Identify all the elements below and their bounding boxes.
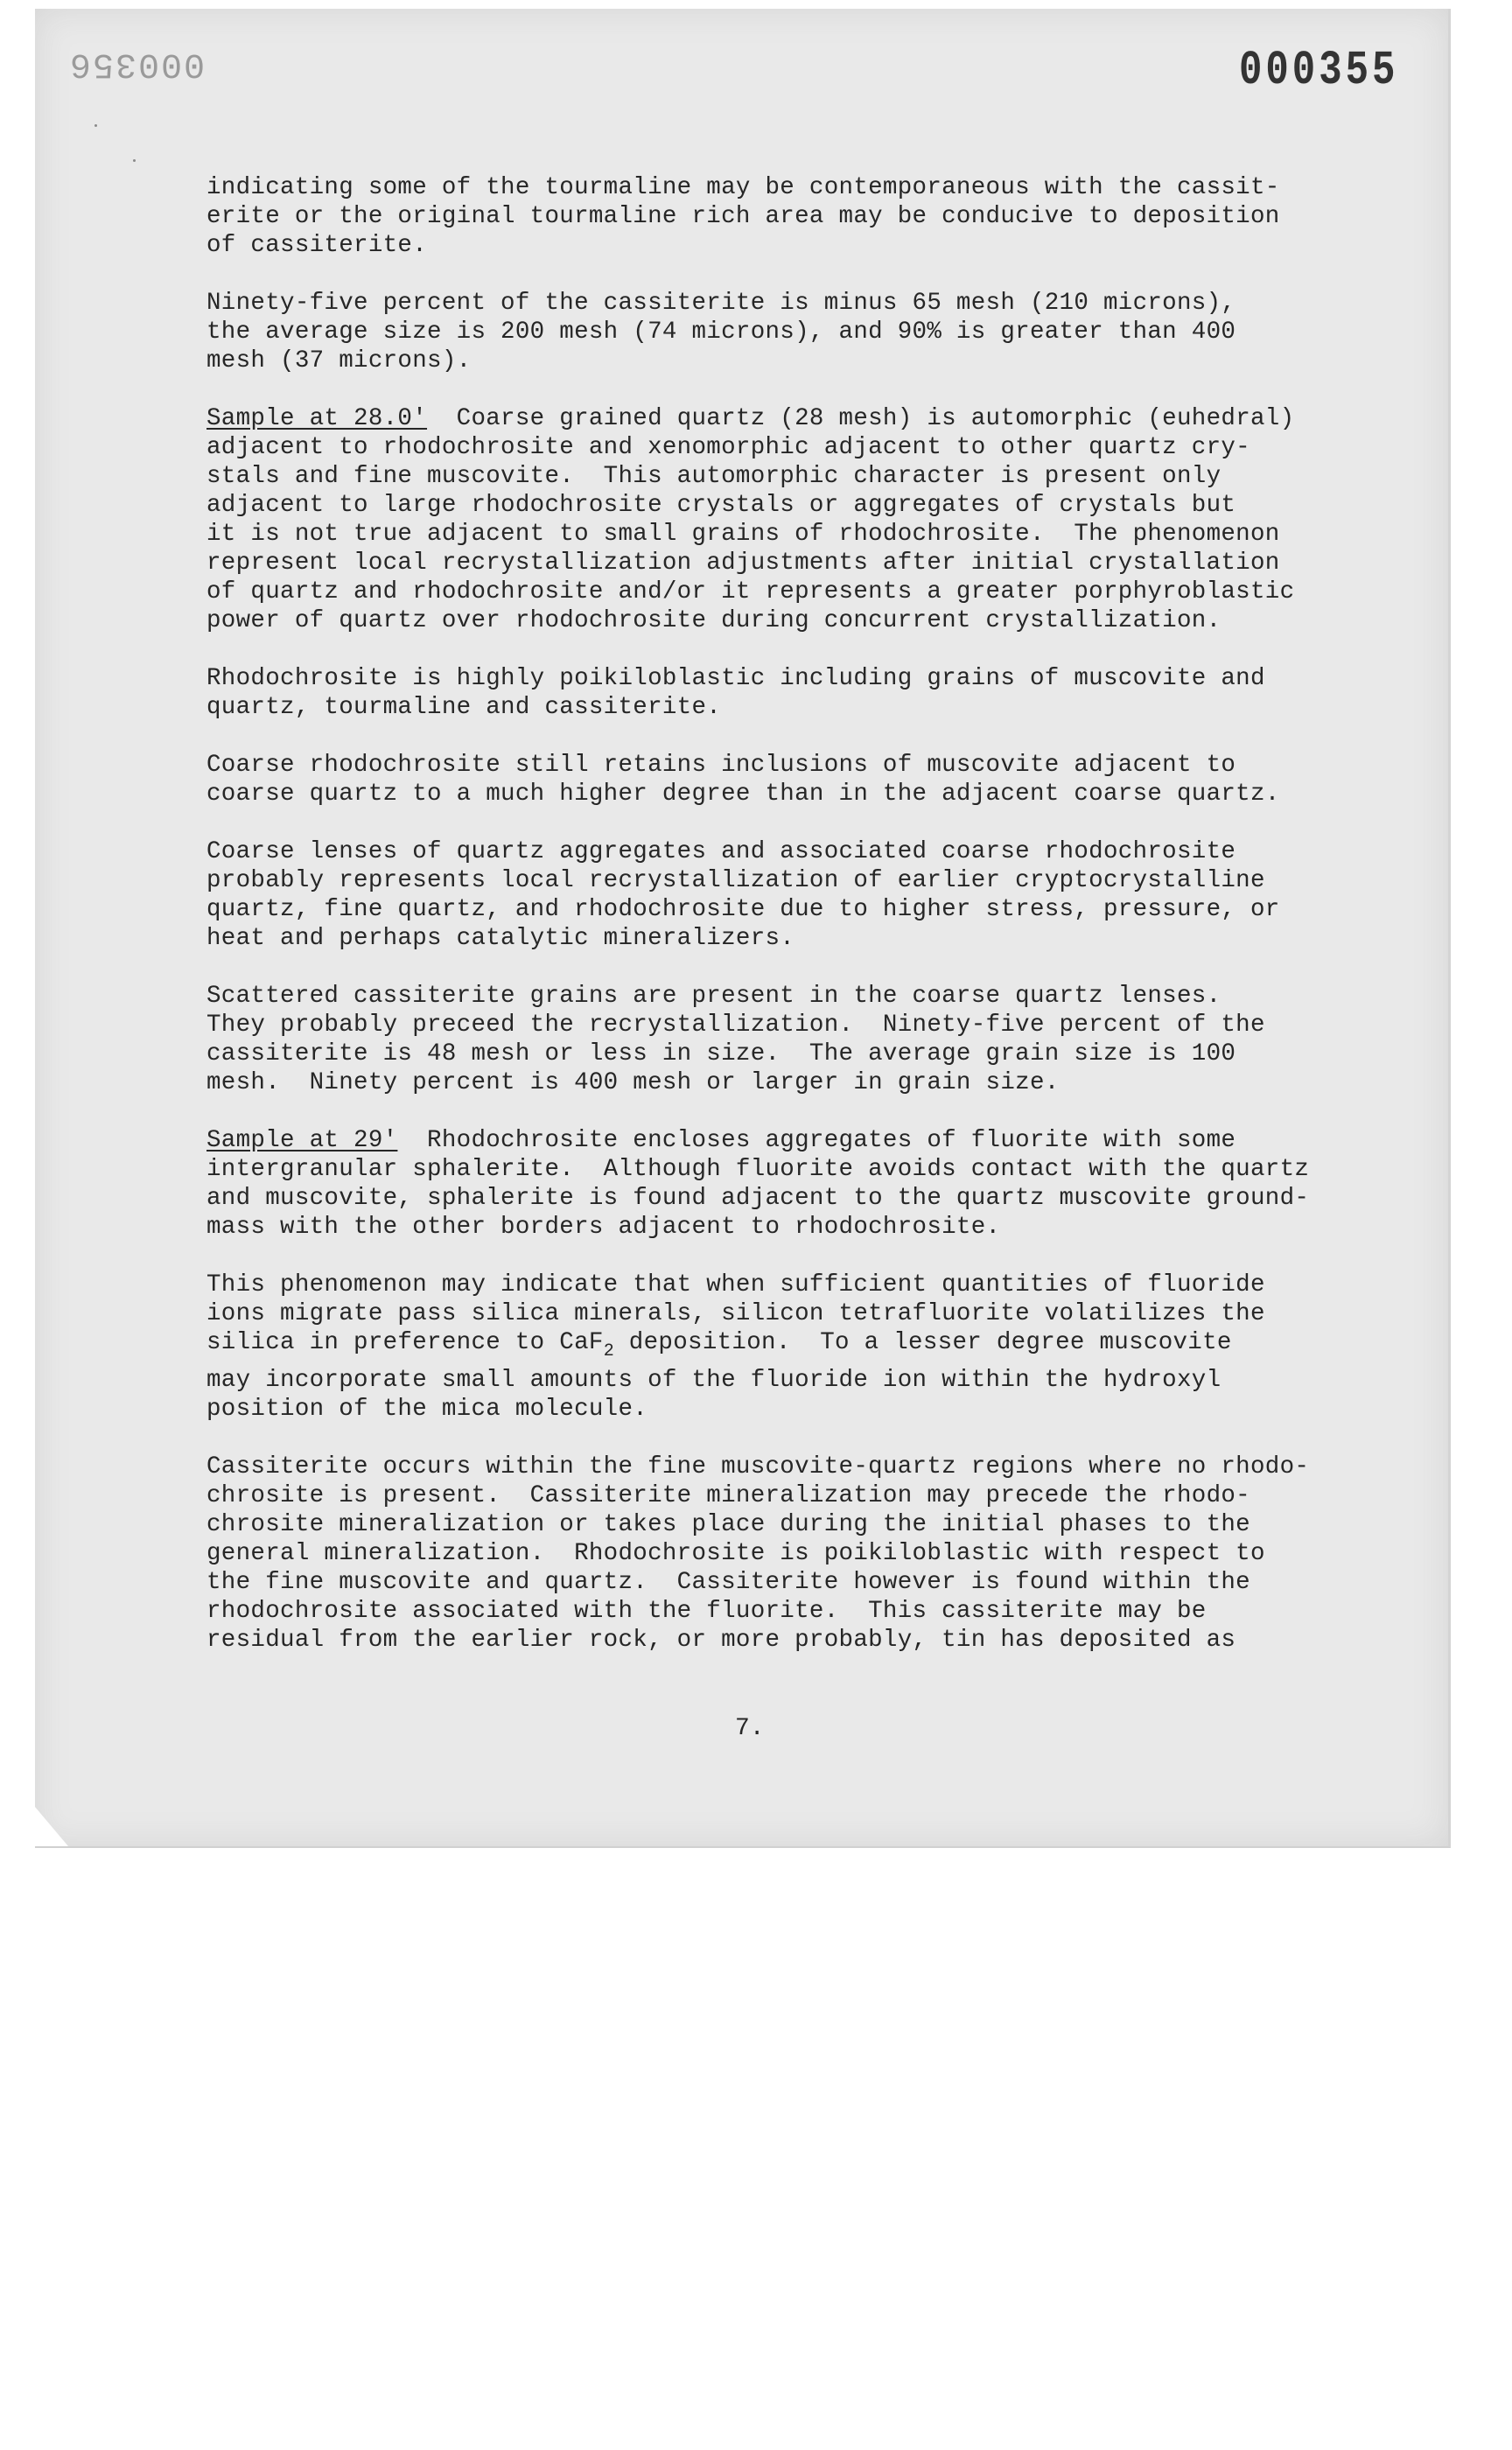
folded-corner bbox=[35, 1807, 68, 1846]
scan-speck bbox=[94, 124, 97, 127]
text-line: intergranular sphalerite. Although fluorite avoids contact with the quartz bbox=[206, 1156, 1310, 1183]
text-line: ions migrate pass silica minerals, silicon tetrafluorite volatilizes the bbox=[206, 1300, 1265, 1327]
text-line: heat and perhaps catalytic mineralizers. bbox=[206, 925, 795, 952]
paragraph-5 bbox=[206, 751, 1344, 808]
paragraph-7 bbox=[206, 982, 1344, 1097]
text-line: mass with the other borders adjacent to rhodochrosite. bbox=[206, 1214, 1001, 1241]
sample-label-29: Sample at 29' bbox=[206, 1127, 398, 1154]
text-line: Coarse rhodochrosite still retains inclusions of muscovite adjacent to bbox=[206, 752, 1236, 779]
text-line: They probably preceed the recrystallization. Ninety-five percent of the bbox=[206, 1012, 1265, 1039]
formula-text: silica in preference to CaF bbox=[206, 1329, 604, 1356]
scan-speck bbox=[133, 159, 136, 162]
paragraph-4 bbox=[206, 664, 1344, 722]
text-line: adjacent to rhodochrosite and xenomorphic adjacent to other quartz cry- bbox=[206, 434, 1250, 461]
paragraph-sample-29 bbox=[206, 1126, 1344, 1242]
text-line: Rhodochrosite is highly poikiloblastic including grains of muscovite and bbox=[206, 665, 1265, 692]
sample-label-28: Sample at 28.0' bbox=[206, 405, 428, 432]
text-line: power of quartz over rhodochrosite during concurrent crystallization. bbox=[206, 607, 1222, 634]
stamp-number-faded: 000356 bbox=[68, 44, 206, 83]
paragraph-fluoride bbox=[206, 1270, 1344, 1424]
page-number: 7. bbox=[735, 1715, 765, 1742]
text-line: Rhodochrosite encloses aggregates of fluorite with some bbox=[397, 1127, 1236, 1154]
text-line: quartz, tourmaline and cassiterite. bbox=[206, 694, 722, 721]
text-line: indicating some of the tourmaline may be contemporaneous with the cassit- bbox=[206, 174, 1280, 201]
paragraph-10 bbox=[206, 1452, 1344, 1655]
text-line: mesh. Ninety percent is 400 mesh or larger in grain size. bbox=[206, 1069, 1060, 1096]
text-line: rhodochrosite associated with the fluorite. This cassiterite may be bbox=[206, 1598, 1207, 1625]
text-line: and muscovite, sphalerite is found adjacent to the quartz muscovite ground- bbox=[206, 1185, 1310, 1212]
formula-text: deposition. To a lesser degree muscovite bbox=[614, 1329, 1232, 1356]
text-line: Scattered cassiterite grains are present in the coarse quartz lenses. bbox=[206, 983, 1222, 1010]
text-line: the fine muscovite and quartz. Cassiterite however is found within the bbox=[206, 1569, 1250, 1596]
text-line: probably represents local recrystallization of earlier cryptocrystalline bbox=[206, 867, 1265, 894]
document-body bbox=[206, 173, 1344, 1684]
text-line: quartz, fine quartz, and rhodochrosite due to higher stress, pressure, or bbox=[206, 896, 1280, 923]
subscript: 2 bbox=[603, 1341, 614, 1362]
text-line: mesh (37 microns). bbox=[206, 347, 472, 374]
text-line: chrosite mineralization or takes place during the initial phases to the bbox=[206, 1511, 1250, 1538]
text-line: the average size is 200 mesh (74 microns), and 90% is greater than 400 bbox=[206, 318, 1236, 346]
text-line: Coarse grained quartz (28 mesh) is automorphic (euhedral) bbox=[427, 405, 1295, 432]
text-line: represent local recrystallization adjustments after initial crystallation bbox=[206, 550, 1280, 577]
paragraph-sample-28 bbox=[206, 404, 1344, 635]
text-line: This phenomenon may indicate that when sufficient quantities of fluoride bbox=[206, 1271, 1265, 1298]
text-line: Ninety-five percent of the cassiterite is minus 65 mesh (210 microns), bbox=[206, 290, 1236, 317]
text-line: chrosite is present. Cassiterite mineralization may precede the rhodo- bbox=[206, 1482, 1250, 1509]
text-line: of quartz and rhodochrosite and/or it represents a greater porphyroblastic bbox=[206, 578, 1295, 606]
text-line: Cassiterite occurs within the fine muscovite-quartz regions where no rhodo- bbox=[206, 1453, 1310, 1480]
text-line: general mineralization. Rhodochrosite is poikiloblastic with respect to bbox=[206, 1540, 1265, 1567]
text-line: of cassiterite. bbox=[206, 232, 428, 259]
text-line: coarse quartz to a much higher degree than in the adjacent coarse quartz. bbox=[206, 780, 1280, 808]
text-line: adjacent to large rhodochrosite crystals or aggregates of crystals but bbox=[206, 492, 1236, 519]
text-line: it is not true adjacent to small grains of rhodochrosite. The phenomenon bbox=[206, 521, 1280, 548]
stamp-number: 000355 bbox=[1239, 44, 1399, 99]
text-line: may incorporate small amounts of the fluoride ion within the hydroxyl bbox=[206, 1367, 1222, 1394]
text-line: Coarse lenses of quartz aggregates and associated coarse rhodochrosite bbox=[206, 838, 1236, 865]
text-line: position of the mica molecule. bbox=[206, 1396, 648, 1423]
text-line: cassiterite is 48 mesh or less in size. The average grain size is 100 bbox=[206, 1040, 1236, 1068]
paragraph-2 bbox=[206, 289, 1344, 375]
text-line: erite or the original tourmaline rich area may be conducive to deposition bbox=[206, 203, 1280, 230]
paragraph-1 bbox=[206, 173, 1344, 260]
text-line: stals and fine muscovite. This automorphic character is present only bbox=[206, 463, 1222, 490]
paragraph-6 bbox=[206, 837, 1344, 953]
text-line: residual from the earlier rock, or more probably, tin has deposited as bbox=[206, 1627, 1236, 1654]
